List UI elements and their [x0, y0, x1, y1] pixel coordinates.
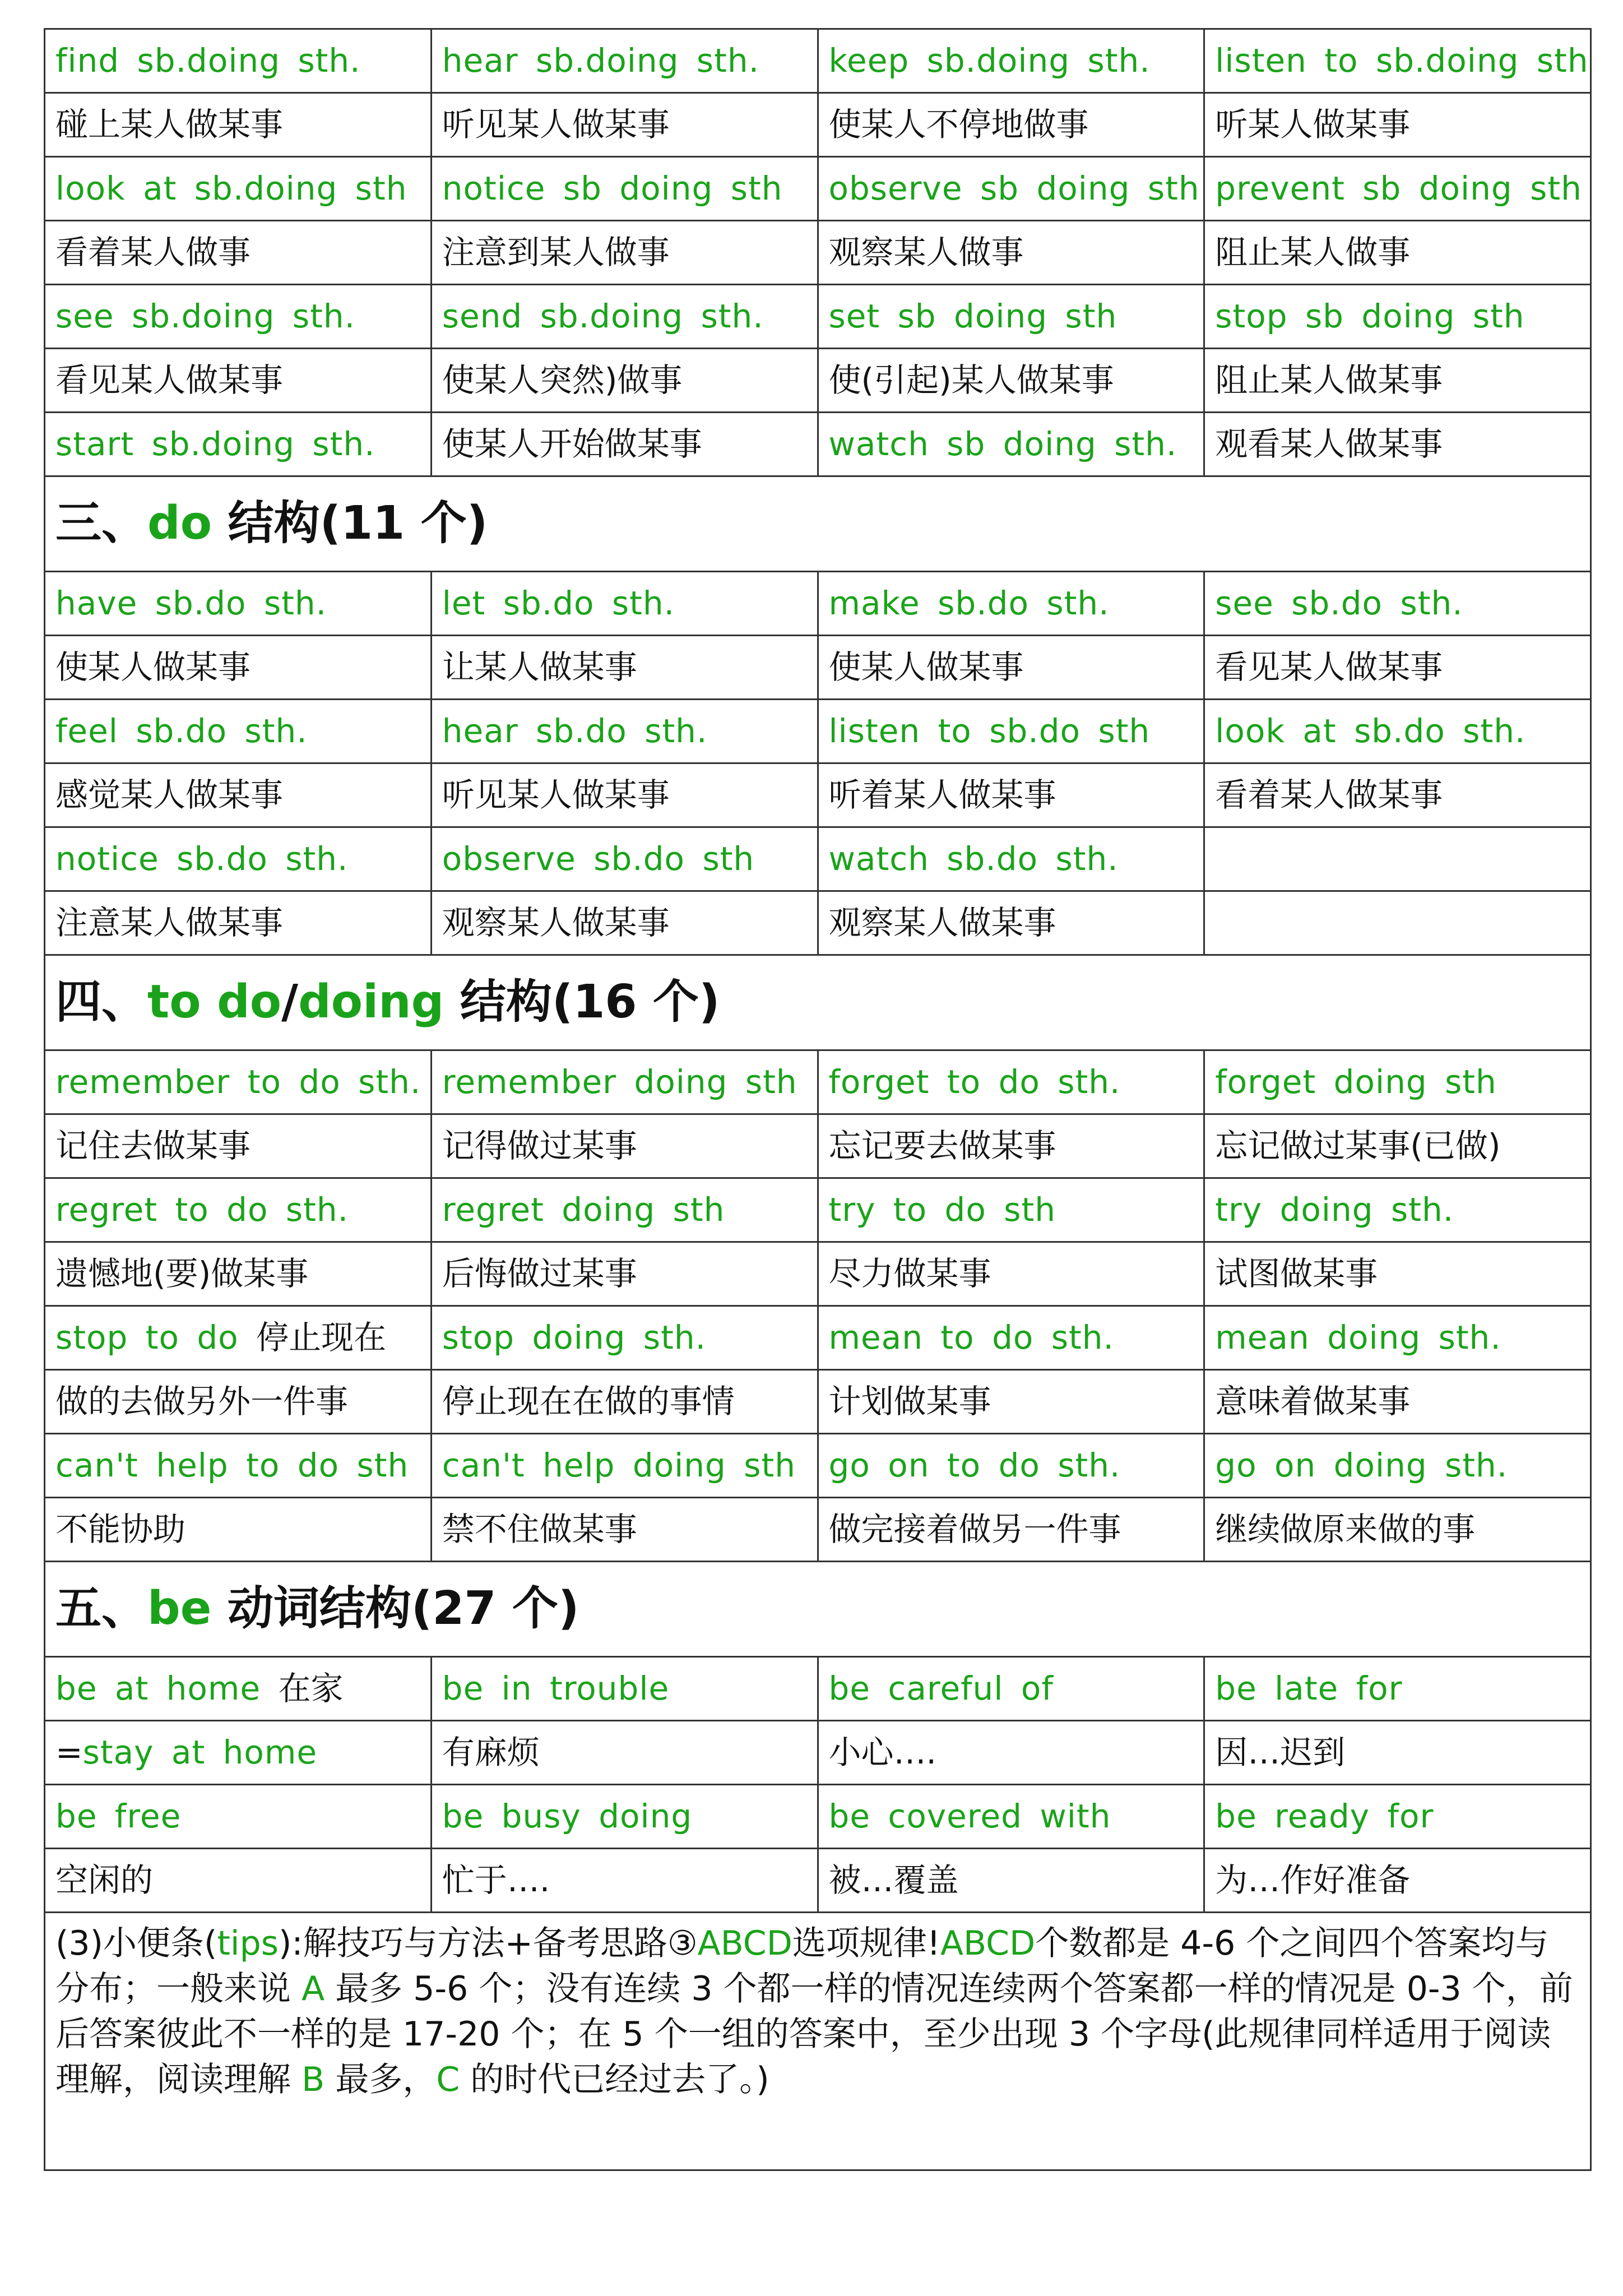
meaning-cell: 遗憾地(要)做某事	[45, 1242, 432, 1306]
meaning-cell: 忙于….	[431, 1849, 818, 1913]
phrase-cell: be busy doing	[431, 1785, 818, 1849]
phrase-cell: listen to sb.doing sth	[1204, 29, 1591, 93]
table-row	[45, 700, 1591, 763]
phrase-cell: regret to do sth.	[45, 1178, 432, 1242]
phrase-cell: notice sb.do sth.	[45, 827, 432, 891]
table-row	[45, 572, 1591, 636]
phrase-cell: can't help doing sth	[431, 1434, 818, 1498]
phrase-cell: see sb.do sth.	[1204, 572, 1591, 636]
meaning-text: 停止现在	[256, 1318, 387, 1357]
phrase-cell: look at sb.do sth.	[1204, 700, 1591, 763]
phrase-cell: remember to do sth.	[45, 1050, 432, 1114]
tips-row	[45, 1913, 1591, 2170]
meaning-cell: 感觉某人做某事	[45, 763, 432, 827]
heading-prefix: 四、	[55, 975, 148, 1029]
meaning-cell: 使某人做某事	[45, 636, 432, 700]
meaning-cell: 阻止某人做事	[1204, 221, 1591, 285]
tips-text: 最多 5-6 个；没有连续 3 个都一样的情况连续两个答案都一样的情况是 0-3 个，前后答案彼此不一样的是 17-20 个；在 5 个一组的答案中，至少出现 3 个字母(此规律同样适用于阅读理解，阅读理解	[55, 1969, 1573, 2099]
table-row	[45, 1498, 1591, 1562]
table-row	[45, 221, 1591, 285]
meaning-cell: 空闲的	[45, 1849, 432, 1913]
phrase-text: stop to do	[55, 1318, 257, 1357]
meaning-cell: 记得做过某事	[431, 1114, 818, 1178]
phrase-cell: mean doing sth.	[1204, 1306, 1591, 1370]
heading-suffix: 结构(11 个)	[212, 497, 488, 550]
meaning-cell: 使某人做某事	[818, 636, 1204, 700]
meaning-cell: 注意到某人做事	[431, 221, 818, 285]
meaning-cell: 使某人开始做某事	[431, 413, 818, 476]
meaning-cell: 听见某人做某事	[431, 763, 818, 827]
table-row	[45, 1306, 1591, 1370]
meaning-text: 在家	[278, 1669, 344, 1707]
phrase-cell: go on doing sth.	[1204, 1434, 1591, 1498]
phrase-cell: hear sb.doing sth.	[431, 29, 818, 93]
table-row	[45, 1050, 1591, 1114]
tips-highlight: ABCD	[697, 1924, 792, 1963]
tips-text: 的时代已经过去了。)	[460, 2060, 769, 2099]
meaning-cell: 不能协助	[45, 1498, 432, 1562]
phrase-cell: try doing sth.	[1204, 1178, 1591, 1242]
table-row	[45, 29, 1591, 93]
meaning-cell: 做的去做另外一件事	[45, 1370, 432, 1434]
table-row	[45, 763, 1591, 827]
tips-text: ):解技巧与方法+备考思路③	[278, 1924, 698, 1963]
heading-suffix: 动词结构(27 个)	[211, 1582, 579, 1636]
meaning-cell: 被…覆盖	[818, 1849, 1204, 1913]
phrase-cell	[45, 1721, 432, 1785]
meaning-cell: 听见某人做某事	[431, 93, 818, 157]
phrase-cell: start sb.doing sth.	[45, 413, 432, 476]
heading-prefix: 三、	[55, 497, 148, 550]
phrase-cell	[45, 1306, 432, 1370]
phrase-cell: be covered with	[818, 1785, 1204, 1849]
table-row	[45, 1785, 1591, 1849]
tips-highlight: ABCD	[940, 1924, 1036, 1963]
meaning-cell: 小心….	[818, 1721, 1204, 1785]
table-row	[45, 891, 1591, 955]
meaning-cell: 尽力做某事	[818, 1242, 1204, 1306]
tips-text: 最多，	[324, 2060, 437, 2099]
meaning-cell: 阻止某人做某事	[1204, 349, 1591, 413]
phrase-cell: forget doing sth	[1204, 1050, 1591, 1114]
tips-text: 选项规律!	[792, 1924, 940, 1963]
phrase-cell: regret doing sth	[431, 1178, 818, 1242]
table-row	[45, 157, 1591, 221]
meaning-cell: 观察某人做某事	[431, 891, 818, 955]
meaning-cell: 听着某人做某事	[818, 763, 1204, 827]
phrase-cell: keep sb.doing sth.	[818, 29, 1204, 93]
equals-sign: =	[55, 1733, 83, 1771]
meaning-cell: 让某人做某事	[431, 636, 818, 700]
meaning-cell: 有麻烦	[431, 1721, 818, 1785]
table-row	[45, 285, 1591, 349]
meaning-cell: 后悔做过某事	[431, 1242, 818, 1306]
table-row	[45, 1721, 1591, 1785]
heading-keyword: to do	[147, 975, 282, 1029]
phrase-cell: remember doing sth	[431, 1050, 818, 1114]
phrase-cell: watch sb doing sth.	[818, 413, 1204, 476]
tips-note	[45, 1913, 1591, 2170]
tips-highlight: A	[302, 1969, 325, 2008]
meaning-cell: 继续做原来做的事	[1204, 1498, 1591, 1562]
tips-text: (3)小便条(	[55, 1924, 217, 1963]
tips-highlight: C	[436, 2060, 460, 2099]
meaning-cell: 意味着做某事	[1204, 1370, 1591, 1434]
heading-keyword: be	[147, 1582, 212, 1636]
table-row	[45, 413, 1591, 476]
meaning-cell: 观察某人做某事	[818, 891, 1204, 955]
phrase-cell: have sb.do sth.	[45, 572, 432, 636]
meaning-cell: 做完接着做另一件事	[818, 1498, 1204, 1562]
table-row	[45, 1242, 1591, 1306]
phrase-cell: look at sb.doing sth	[45, 157, 432, 221]
phrase-cell	[45, 1657, 432, 1721]
phrase-cell: try to do sth	[818, 1178, 1204, 1242]
meaning-cell: 禁不住做某事	[431, 1498, 818, 1562]
phrase-cell: hear sb.do sth.	[431, 700, 818, 763]
table-row	[45, 1434, 1591, 1498]
phrase-cell: forget to do sth.	[818, 1050, 1204, 1114]
table-row	[45, 636, 1591, 700]
phrase-cell: stop sb doing sth	[1204, 285, 1591, 349]
meaning-cell: 因…迟到	[1204, 1721, 1591, 1785]
heading-prefix: 五、	[55, 1582, 148, 1636]
table-row	[45, 1370, 1591, 1434]
phrase-cell: send sb.doing sth.	[431, 285, 818, 349]
section-heading	[45, 955, 1591, 1050]
tips-text: 个数都是 4-6 个之间四个答案均与分布；一般来说	[55, 1924, 1549, 2008]
meaning-cell: 看着某人做某事	[1204, 763, 1591, 827]
phrase-cell: see sb.doing sth.	[45, 285, 432, 349]
section-heading	[45, 476, 1591, 572]
table-row	[45, 1114, 1591, 1178]
empty-cell	[1204, 891, 1591, 955]
meaning-cell: 看着某人做事	[45, 221, 432, 285]
meaning-cell: 观察某人做事	[818, 221, 1204, 285]
phrase-text: be at home	[55, 1669, 279, 1707]
section-heading-row	[45, 1562, 1591, 1657]
meaning-cell: 停止现在在做的事情	[431, 1370, 818, 1434]
meaning-cell: 注意某人做某事	[45, 891, 432, 955]
meaning-cell: 看见某人做某事	[45, 349, 432, 413]
phrase-cell: make sb.do sth.	[818, 572, 1204, 636]
meaning-cell: 忘记要去做某事	[818, 1114, 1204, 1178]
meaning-cell: 使(引起)某人做某事	[818, 349, 1204, 413]
phrase-cell: observe sb doing sth	[818, 157, 1204, 221]
meaning-cell: 使某人突然)做事	[431, 349, 818, 413]
heading-keyword: doing	[298, 975, 444, 1029]
phrase-cell: prevent sb doing sth	[1204, 157, 1591, 221]
phrase-cell: find sb.doing sth.	[45, 29, 432, 93]
meaning-cell: 使某人不停地做事	[818, 93, 1204, 157]
phrase-cell: be free	[45, 1785, 432, 1849]
meaning-cell: 计划做某事	[818, 1370, 1204, 1434]
meaning-cell: 观看某人做某事	[1204, 413, 1591, 476]
heading-suffix: 结构(16 个)	[444, 975, 720, 1029]
section-heading-row	[45, 955, 1591, 1050]
phrase-cell: be late for	[1204, 1657, 1591, 1721]
tips-highlight: tips	[217, 1924, 279, 1963]
tips-highlight: B	[302, 2060, 325, 2099]
heading-keyword: do	[147, 497, 212, 550]
table-row	[45, 1657, 1591, 1721]
meaning-cell: 忘记做过某事(已做)	[1204, 1114, 1591, 1178]
empty-cell	[1204, 827, 1591, 891]
phrase-cell: observe sb.do sth	[431, 827, 818, 891]
meaning-cell: 为…作好准备	[1204, 1849, 1591, 1913]
table-row	[45, 1178, 1591, 1242]
phrase-cell: be in trouble	[431, 1657, 818, 1721]
phrase-cell: listen to sb.do sth	[818, 700, 1204, 763]
section-heading	[45, 1562, 1591, 1657]
meaning-cell: 碰上某人做某事	[45, 93, 432, 157]
phrase-cell: notice sb doing sth	[431, 157, 818, 221]
heading-slash: /	[281, 975, 299, 1029]
phrase-cell: set sb doing sth	[818, 285, 1204, 349]
table-row	[45, 93, 1591, 157]
table-row	[45, 827, 1591, 891]
table-row	[45, 349, 1591, 413]
phrase-cell: be careful of	[818, 1657, 1204, 1721]
meaning-cell: 试图做某事	[1204, 1242, 1591, 1306]
phrase-cell: mean to do sth.	[818, 1306, 1204, 1370]
meaning-cell: 听某人做某事	[1204, 93, 1591, 157]
phrase-text: stay at home	[82, 1733, 318, 1771]
vocabulary-table	[44, 28, 1592, 2171]
phrase-cell: stop doing sth.	[431, 1306, 818, 1370]
section-heading-row	[45, 476, 1591, 572]
meaning-cell: 看见某人做某事	[1204, 636, 1591, 700]
phrase-cell: feel sb.do sth.	[45, 700, 432, 763]
phrase-cell: let sb.do sth.	[431, 572, 818, 636]
phrase-cell: be ready for	[1204, 1785, 1591, 1849]
phrase-cell: go on to do sth.	[818, 1434, 1204, 1498]
phrase-cell: watch sb.do sth.	[818, 827, 1204, 891]
table-row	[45, 1849, 1591, 1913]
meaning-cell: 记住去做某事	[45, 1114, 432, 1178]
phrase-cell: can't help to do sth	[45, 1434, 432, 1498]
